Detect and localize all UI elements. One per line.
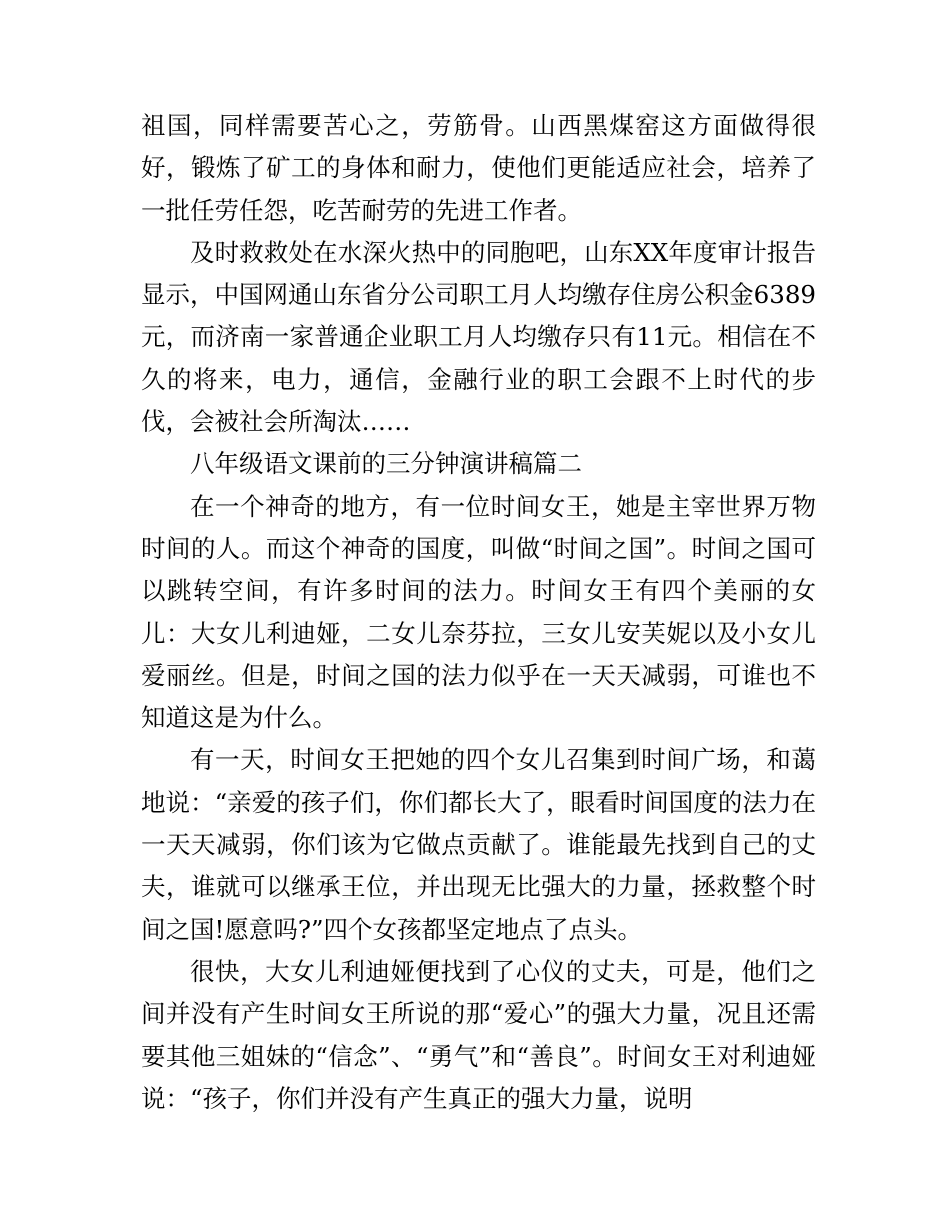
- paragraph-3: 在一个神奇的地方，有一位时间女王，她是主宰世界万物时间的人。而这个神奇的国度，叫做“时间之国”。时间之国可以跳转空间，有许多时间的法力。时间女王有四个美丽的女儿：大女儿利迪娅，二女儿奈芬拉，三女儿安芙妮以及小女儿爱丽丝。但是，时间之国的法力似乎在一天天减弱，可谁也不知道这是为什么。: [141, 491, 816, 733]
- paragraph-4: 有一天，时间女王把她的四个女儿召集到时间广场，和蔼地说：“亲爱的孩子们，你们都长大了，眼看时间国度的法力在一天天减弱，你们该为它做点贡献了。谁能最先找到自己的丈夫，谁就可以继承王位，并出现无比强大的力量，拯救整个时间之国!愿意吗?”四个女孩都坚定地点了点头。: [141, 745, 816, 944]
- paragraph-1: 祖国，同样需要苦心之，劳筋骨。山西黑煤窑这方面做得很好，锻炼了矿工的身体和耐力，使他们更能适应社会，培养了一批任劳任怨，吃苦耐劳的先进工作者。: [141, 111, 816, 225]
- section-heading: 八年级语文课前的三分钟演讲稿篇二: [190, 449, 582, 479]
- document-body: [141, 105, 816, 1120]
- paragraph-5: 很快，大女儿利迪娅便找到了心仪的丈夫，可是，他们之间并没有产生时间女王所说的那“爱心”的强大力量，况且还需要其他三姐妹的“信念”、“勇气”和“善良”。时间女王对利迪娅说：“孩子，你们并没有产生真正的强大力量，说明: [141, 956, 816, 1113]
- paragraph-2: 及时救救处在水深火热中的同胞吧，山东XX年度审计报告显示，中国网通山东省分公司职工月人均缴存住房公积金6389元，而济南一家普通企业职工月人均缴存只有11元。相信在不久的将来，电力，通信，金融行业的职工会跟不上时代的步伐，会被社会所淘汰……: [141, 237, 816, 437]
